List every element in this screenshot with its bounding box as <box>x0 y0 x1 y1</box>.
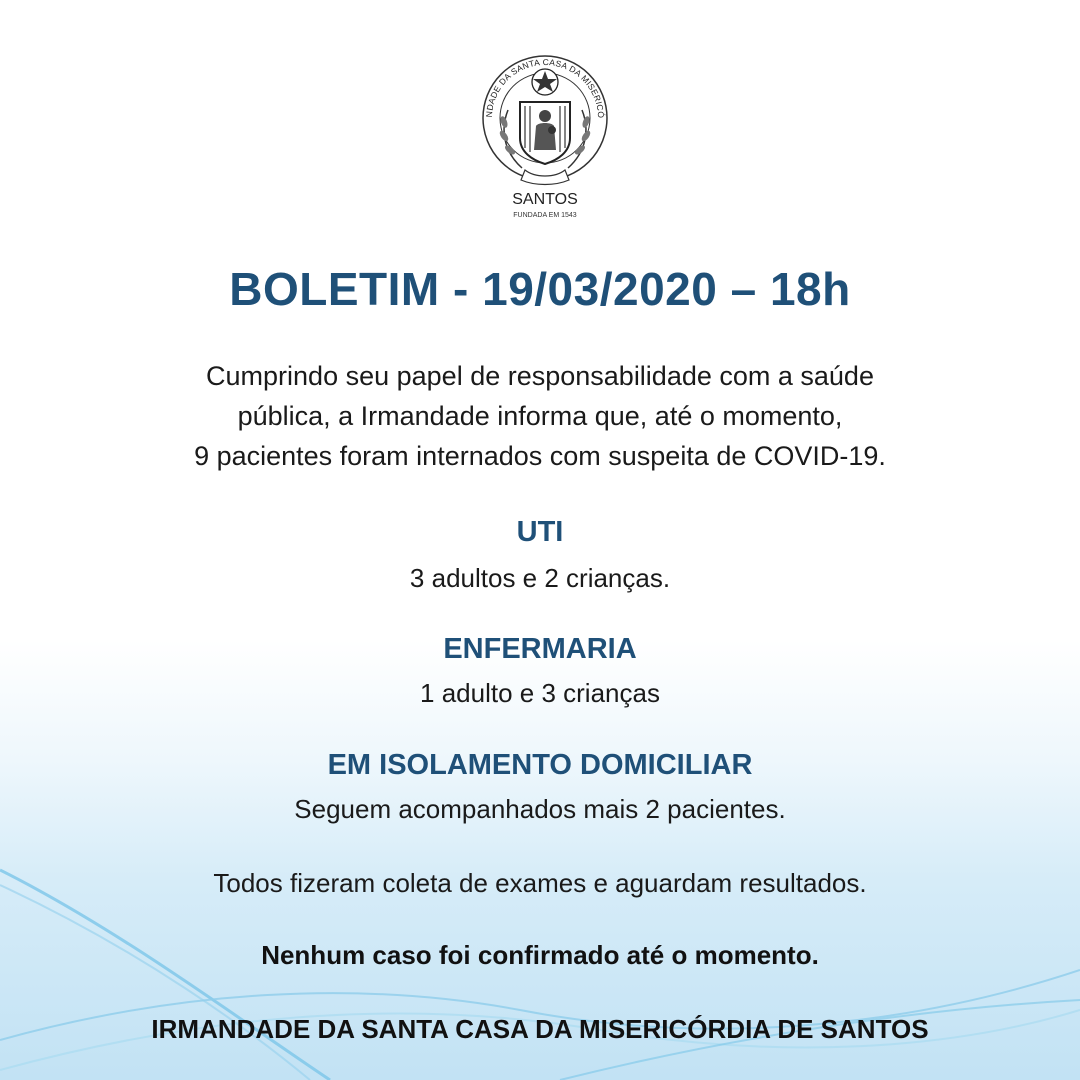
uti-count: 3 adultos e 2 crianças. <box>409 563 671 593</box>
svg-text:IRMANDADE DA SANTA CASA DA MIS: NDADE DA SANTA CASA DA MISERICÓ <box>483 56 607 119</box>
bulletin-title: BOLETIM - 19/03/2020 – 18h <box>229 263 851 315</box>
intro-line: pública, a Irmandade informa que, até o momento, <box>237 401 843 431</box>
isolamento-heading: EM ISOLAMENTO DOMICILIAR <box>327 749 753 781</box>
svg-text:SANTOS: SANTOS <box>512 191 578 208</box>
confirmation-note: Nenhum caso foi confirmado até o momento. <box>261 940 819 970</box>
intro-line: 9 pacientes foram internados com suspeita de COVID-19. <box>194 441 886 471</box>
svg-text:FUNDADA EM 1543: FUNDADA EM 1543 <box>513 212 577 219</box>
santa-casa-logo <box>470 40 620 230</box>
enfermaria-count: 1 adulto e 3 crianças <box>420 678 660 708</box>
footer-organization: IRMANDADE DA SANTA CASA DA MISERICÓRDIA DE SANTOS <box>151 1014 929 1044</box>
exams-note: Todos fizeram coleta de exames e aguardam resultados. <box>213 868 867 898</box>
intro-paragraph <box>0 356 1080 476</box>
enfermaria-heading: ENFERMARIA <box>443 633 637 665</box>
isolamento-count: Seguem acompanhados mais 2 pacientes. <box>294 794 786 824</box>
uti-heading: UTI <box>516 516 564 548</box>
wave-line <box>0 885 310 1080</box>
intro-line: Cumprindo seu papel de responsabilidade com a saúde <box>206 361 874 391</box>
